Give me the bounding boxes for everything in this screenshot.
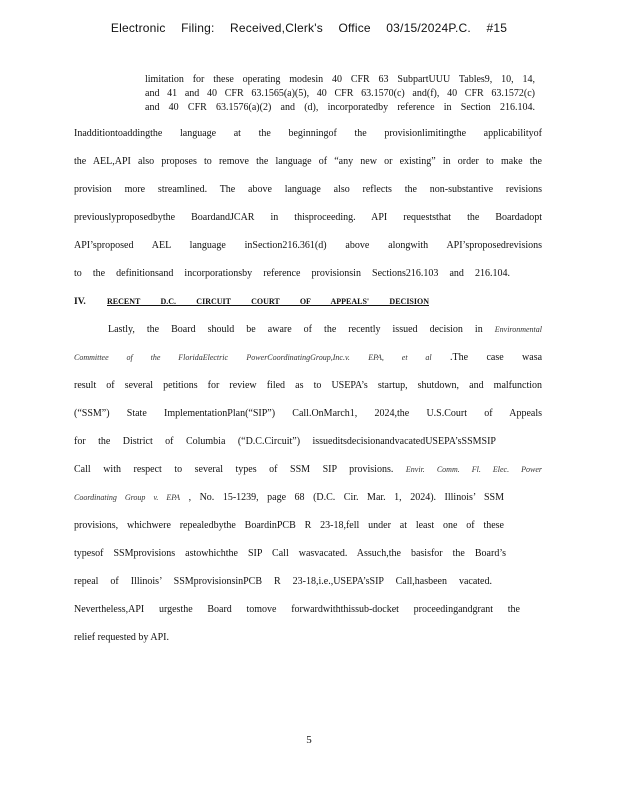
paragraph-line: the AEL,API also proposes to remove the language of “any new or existing” in order to make the — [74, 156, 542, 167]
paragraph-line: repeal of Illinois’ SSMprovisionsinPCB R 23-18,i.e.,USEPA’sSIP Call,hasbeen vacated. — [74, 576, 492, 587]
filing-header: Electronic Filing: Received,Clerk's Office 03/15/2024P.C. #15 — [110, 21, 508, 35]
paragraph-line — [74, 491, 504, 505]
paragraph-line: to the definitionsand incorporationsby reference provisionsin Sections216.103 and 216.104. — [74, 268, 510, 279]
paragraph-line: typesof SSMprovisions astowhichthe SIP Call wasvacated. Assuch,the basisfor the Board’s — [74, 548, 506, 559]
case-name-italic: PowerCoordinatingGroup,Inc.v. — [246, 353, 350, 362]
paragraph-line: API’sproposed AEL language inSection216.361(d) above alongwith API’sproposedrevisions — [74, 240, 542, 251]
paragraph-line: result of several petitions for review filed as to USEPA’s startup, shutdown, and malfunction — [74, 380, 542, 391]
paragraph-line: provisions, whichwere repealedbythe BoardinPCB R 23-18,fell under at least one of these — [74, 520, 504, 531]
block-quote-line: and 40 CFR 63.1576(a)(2) and (d), incorporatedby reference in Section 216.104. — [145, 102, 535, 113]
citation-italic: Envir. Comm. Fl. Elec. Power — [405, 465, 543, 474]
paragraph-line: Nevertheless,API urgesthe Board tomove forwardwiththissub-docket proceedingandgrant the — [74, 604, 520, 615]
section-number: IV. — [74, 297, 86, 307]
paragraph-line — [74, 463, 542, 477]
case-name-italic: EPA, et al — [368, 353, 432, 362]
citation-italic: Coordinating Group v. EPA — [74, 493, 181, 502]
paragraph-line: for the District of Columbia (“D.C.Circuit”) issueditsdecisionandvacatedUSEPA’sSSMSIP — [74, 436, 496, 447]
paragraph-line — [74, 351, 542, 365]
block-quote-line: limitation for these operating modesin 40 CFR 63 SubpartUUU Tables9, 10, 14, — [145, 74, 535, 85]
paragraph-text: Call with respect to several types of SSM SIP provisions. — [74, 464, 394, 475]
section-title: RECENT D.C. CIRCUIT COURT OF APPEALS' DECISION — [107, 297, 429, 306]
paragraph-line: (“SSM”) State ImplementationPlan(“SIP”) Call.OnMarch1, 2024,the U.S.Court of Appeals — [74, 408, 542, 419]
page-number: 5 — [306, 734, 312, 746]
paragraph-line — [108, 323, 542, 337]
paragraph-text: .The case wasa — [450, 352, 543, 363]
paragraph-text: , No. 15-1239, page 68 (D.C. Cir. Mar. 1, 2024). Illinois’ SSM — [188, 492, 504, 503]
block-quote-line: and 41 and 40 CFR 63.1565(a)(5), 40 CFR 63.1570(c) and(f), 40 CFR 63.1572(c) — [145, 88, 535, 99]
paragraph-line: relief requested by API. — [74, 632, 169, 643]
case-name-italic: Committee of the FloridaElectric — [74, 353, 229, 362]
case-name-italic: Environmental — [494, 325, 542, 334]
paragraph-line: previouslyproposedbythe BoardandJCAR in thisproceeding. API requeststhat the Boardadopt — [74, 212, 542, 223]
paragraph-text: Lastly, the Board should be aware of the recently issued decision in — [108, 324, 483, 335]
block-quote — [145, 73, 535, 115]
paragraph-line: Inadditiontoaddingthe language at the beginningof the provisionlimitingthe applicabilityof — [74, 128, 542, 139]
paragraph-line: provision more streamlined. The above language also reflects the non-substantive revisions — [74, 184, 542, 195]
